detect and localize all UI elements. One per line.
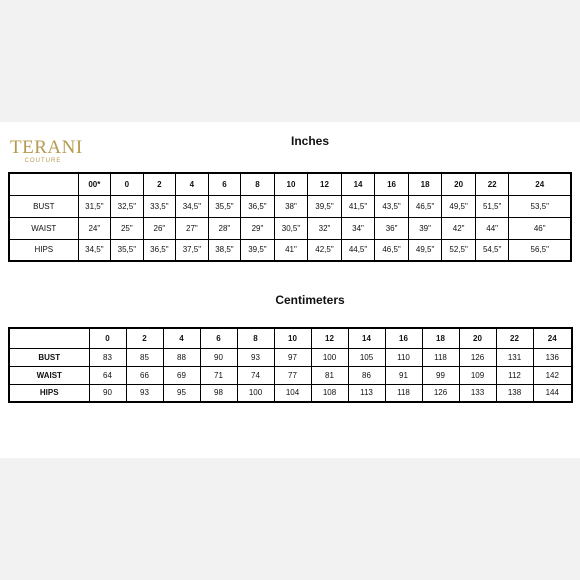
centimeters-cell: 144 bbox=[533, 384, 572, 402]
centimeters-size-header: 2 bbox=[126, 328, 163, 348]
inches-cell: 38" bbox=[274, 195, 308, 217]
inches-size-header: 8 bbox=[241, 173, 275, 195]
centimeters-cell: 83 bbox=[89, 348, 126, 366]
centimeters-header-row bbox=[9, 328, 572, 348]
inches-cell: 46" bbox=[509, 217, 571, 239]
inches-cell: 34,5" bbox=[176, 195, 209, 217]
inches-cell: 51,5" bbox=[475, 195, 509, 217]
centimeters-cell: 131 bbox=[496, 348, 533, 366]
inches-row-label: BUST bbox=[9, 195, 78, 217]
centimeters-cell: 91 bbox=[385, 366, 422, 384]
centimeters-cell: 126 bbox=[459, 348, 496, 366]
centimeters-cell: 113 bbox=[348, 384, 385, 402]
centimeters-cell: 109 bbox=[459, 366, 496, 384]
inches-size-header: 14 bbox=[341, 173, 375, 195]
inches-cell: 38,5" bbox=[208, 239, 241, 261]
centimeters-title: Centimeters bbox=[275, 293, 345, 307]
inches-cell: 41,5" bbox=[341, 195, 375, 217]
inches-cell: 30,5" bbox=[274, 217, 308, 239]
centimeters-size-header: 8 bbox=[237, 328, 274, 348]
inches-cell: 29" bbox=[241, 217, 275, 239]
centimeters-cell: 90 bbox=[89, 384, 126, 402]
inches-cell: 26" bbox=[143, 217, 176, 239]
centimeters-cell: 77 bbox=[274, 366, 311, 384]
centimeters-size-header: 14 bbox=[348, 328, 385, 348]
inches-size-header: 12 bbox=[308, 173, 342, 195]
inches-title: Inches bbox=[290, 134, 329, 148]
centimeters-cell: 86 bbox=[348, 366, 385, 384]
centimeters-size-header: 20 bbox=[459, 328, 496, 348]
inches-cell: 49,5" bbox=[408, 239, 442, 261]
inches-corner-cell bbox=[9, 173, 78, 195]
centimeters-cell: 98 bbox=[200, 384, 237, 402]
centimeters-cell: 93 bbox=[126, 384, 163, 402]
centimeters-cell: 133 bbox=[459, 384, 496, 402]
inches-size-header: 16 bbox=[375, 173, 409, 195]
centimeters-cell: 100 bbox=[311, 348, 348, 366]
inches-cell: 34,5" bbox=[78, 239, 111, 261]
centimeters-size-header: 10 bbox=[274, 328, 311, 348]
centimeters-cell: 105 bbox=[348, 348, 385, 366]
centimeters-cell: 81 bbox=[311, 366, 348, 384]
centimeters-size-header: 18 bbox=[422, 328, 459, 348]
inches-cell: 32" bbox=[308, 217, 342, 239]
centimeters-size-header: 16 bbox=[385, 328, 422, 348]
centimeters-cell: 97 bbox=[274, 348, 311, 366]
inches-size-header: 24 bbox=[509, 173, 571, 195]
inches-cell: 42" bbox=[442, 217, 476, 239]
centimeters-cell: 64 bbox=[89, 366, 126, 384]
centimeters-size-table bbox=[8, 327, 573, 403]
centimeters-corner-cell bbox=[9, 328, 89, 348]
brand-logo-subtitle: COUTURE bbox=[24, 158, 62, 164]
inches-size-header: 00* bbox=[78, 173, 111, 195]
brand-logo-name: TERANI bbox=[10, 137, 83, 158]
inches-cell: 54,5" bbox=[475, 239, 509, 261]
inches-cell: 35,5" bbox=[111, 239, 144, 261]
inches-cell: 36,5" bbox=[143, 239, 176, 261]
centimeters-size-header: 4 bbox=[163, 328, 200, 348]
centimeters-size-header: 12 bbox=[311, 328, 348, 348]
inches-size-header: 18 bbox=[408, 173, 442, 195]
centimeters-cell: 69 bbox=[163, 366, 200, 384]
centimeters-cell: 95 bbox=[163, 384, 200, 402]
centimeters-cell: 118 bbox=[422, 348, 459, 366]
inches-cell: 33,5" bbox=[143, 195, 176, 217]
inches-size-header: 22 bbox=[475, 173, 509, 195]
inches-row-hips bbox=[9, 239, 571, 261]
inches-cell: 28" bbox=[208, 217, 241, 239]
inches-row-label: WAIST bbox=[9, 217, 78, 239]
centimeters-cell: 108 bbox=[311, 384, 348, 402]
inches-cell: 44,5" bbox=[341, 239, 375, 261]
centimeters-cell: 88 bbox=[163, 348, 200, 366]
centimeters-cell: 110 bbox=[385, 348, 422, 366]
centimeters-row-waist bbox=[9, 366, 572, 384]
inches-cell: 39,5" bbox=[308, 195, 342, 217]
centimeters-row-label: BUST bbox=[9, 348, 89, 366]
centimeters-row-label: HIPS bbox=[9, 384, 89, 402]
centimeters-cell: 100 bbox=[237, 384, 274, 402]
centimeters-cell: 112 bbox=[496, 366, 533, 384]
size-chart-sheet bbox=[0, 122, 580, 458]
inches-size-header: 10 bbox=[274, 173, 308, 195]
inches-cell: 44" bbox=[475, 217, 509, 239]
inches-cell: 46,5" bbox=[408, 195, 442, 217]
centimeters-cell: 90 bbox=[200, 348, 237, 366]
centimeters-cell: 136 bbox=[533, 348, 572, 366]
inches-cell: 32,5" bbox=[111, 195, 144, 217]
centimeters-cell: 104 bbox=[274, 384, 311, 402]
inches-cell: 34" bbox=[341, 217, 375, 239]
inches-cell: 52,5" bbox=[442, 239, 476, 261]
centimeters-cell: 138 bbox=[496, 384, 533, 402]
inches-cell: 35,5" bbox=[208, 195, 241, 217]
centimeters-cell: 74 bbox=[237, 366, 274, 384]
brand-logo bbox=[10, 137, 83, 165]
inches-cell: 36" bbox=[375, 217, 409, 239]
centimeters-size-header: 0 bbox=[89, 328, 126, 348]
centimeters-cell: 118 bbox=[385, 384, 422, 402]
inches-size-header: 0 bbox=[111, 173, 144, 195]
inches-cell: 41" bbox=[274, 239, 308, 261]
centimeters-row-label: WAIST bbox=[9, 366, 89, 384]
inches-cell: 36,5" bbox=[241, 195, 275, 217]
inches-size-header: 6 bbox=[208, 173, 241, 195]
inches-cell: 37,5" bbox=[176, 239, 209, 261]
inches-cell: 42,5" bbox=[308, 239, 342, 261]
inches-cell: 39" bbox=[408, 217, 442, 239]
inches-size-header: 20 bbox=[442, 173, 476, 195]
inches-row-waist bbox=[9, 217, 571, 239]
inches-size-header: 4 bbox=[176, 173, 209, 195]
centimeters-size-header: 22 bbox=[496, 328, 533, 348]
inches-header-row bbox=[9, 173, 571, 195]
centimeters-row-hips bbox=[9, 384, 572, 402]
centimeters-cell: 93 bbox=[237, 348, 274, 366]
inches-size-header: 2 bbox=[143, 173, 176, 195]
centimeters-size-header: 6 bbox=[200, 328, 237, 348]
inches-cell: 24" bbox=[78, 217, 111, 239]
inches-cell: 31,5" bbox=[78, 195, 111, 217]
inches-cell: 27" bbox=[176, 217, 209, 239]
inches-cell: 39,5" bbox=[241, 239, 275, 261]
inches-cell: 25" bbox=[111, 217, 144, 239]
inches-cell: 53,5" bbox=[509, 195, 571, 217]
inches-cell: 43,5" bbox=[375, 195, 409, 217]
inches-size-table bbox=[8, 172, 572, 262]
inches-cell: 46,5" bbox=[375, 239, 409, 261]
centimeters-cell: 142 bbox=[533, 366, 572, 384]
inches-cell: 56,5" bbox=[509, 239, 571, 261]
centimeters-cell: 85 bbox=[126, 348, 163, 366]
centimeters-row-bust bbox=[9, 348, 572, 366]
centimeters-size-header: 24 bbox=[533, 328, 572, 348]
centimeters-cell: 71 bbox=[200, 366, 237, 384]
inches-cell: 49,5" bbox=[442, 195, 476, 217]
centimeters-cell: 126 bbox=[422, 384, 459, 402]
inches-row-bust bbox=[9, 195, 571, 217]
inches-row-label: HIPS bbox=[9, 239, 78, 261]
centimeters-cell: 99 bbox=[422, 366, 459, 384]
centimeters-cell: 66 bbox=[126, 366, 163, 384]
